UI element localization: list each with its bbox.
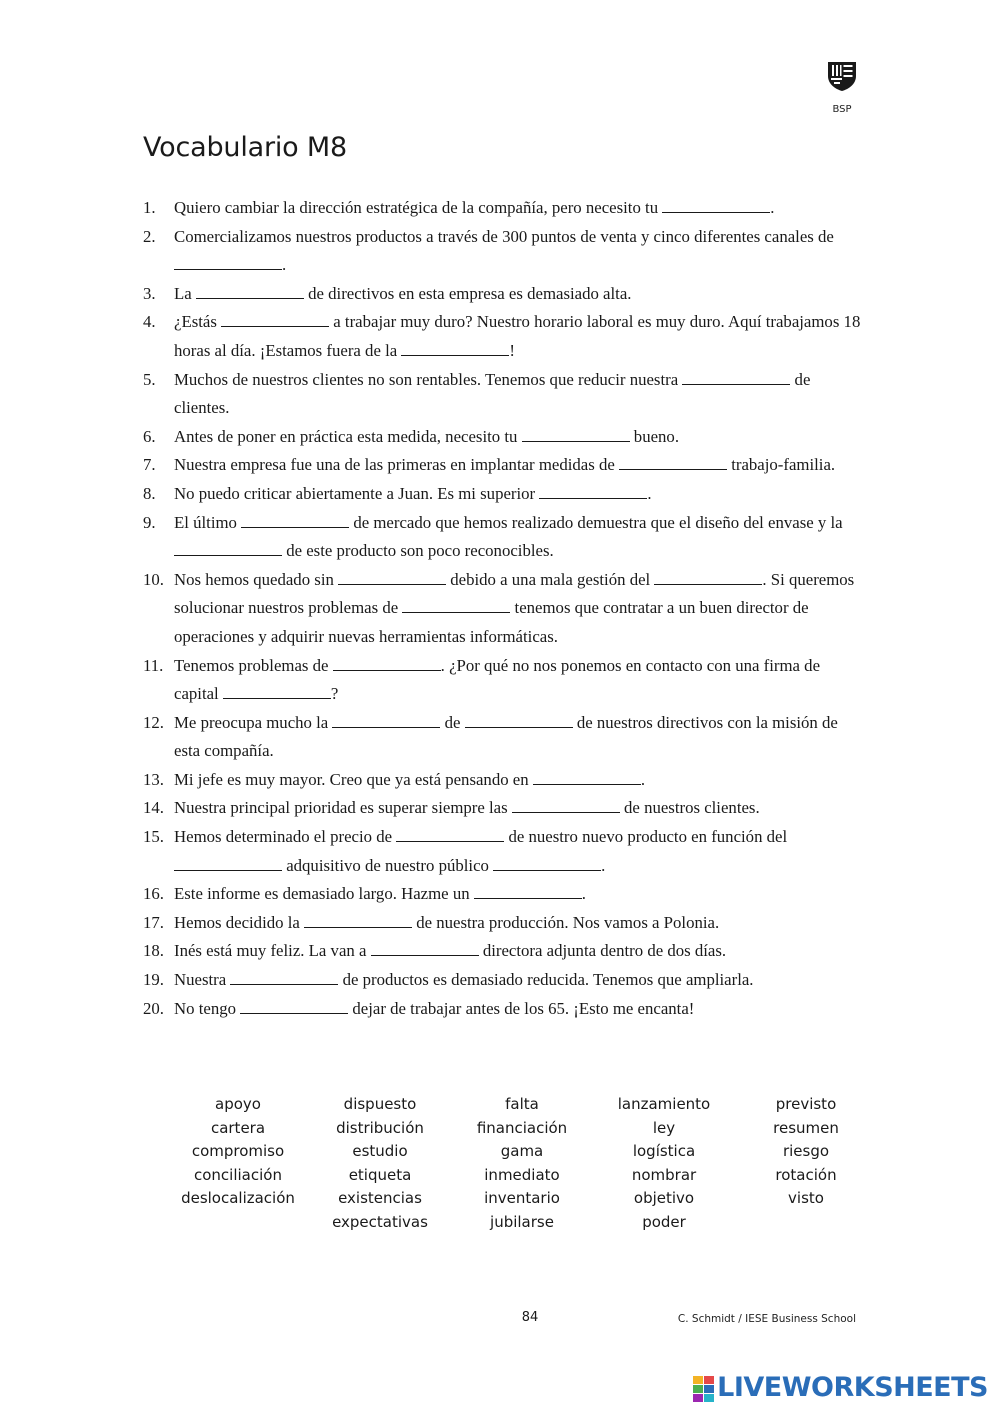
question-text: ? [330,684,339,704]
answer-blank[interactable] [221,312,329,327]
question-number: 5. [143,369,156,389]
question-number: 18. [143,941,164,961]
question-item [143,794,863,823]
question-text: . [601,855,606,875]
answer-blank[interactable] [533,770,641,785]
word-bank-column [167,1093,309,1234]
liveworksheets-text: LIVEWORKSHEETS [717,1372,988,1403]
question-text: Inés está muy feliz. La van a [174,941,371,961]
word-bank-word: dispuesto [343,1095,417,1113]
question-number: 12. [143,712,164,732]
question-text: Quiero cambiar la dirección estratégica de la compañía, pero necesito tu [174,198,663,217]
word-bank-word: lanzamiento [617,1095,711,1113]
question-text: No tengo [174,998,241,1018]
answer-blank[interactable] [512,798,620,813]
question-item [143,937,863,966]
answer-blank[interactable] [196,284,304,299]
question-text: adquisitivo de nuestro público [282,855,494,875]
word-bank-column [735,1093,877,1234]
word-bank-word: gama [500,1142,544,1160]
word-bank-word: riesgo [782,1142,830,1160]
answer-blank[interactable] [338,570,446,585]
word-bank-word: falta [505,1095,539,1113]
question-text: . [581,884,586,904]
question-text: debido a una mala gestión del [446,569,655,589]
question-item [143,880,863,909]
question-text: Tenemos problemas de [174,655,333,675]
answer-blank[interactable] [619,455,727,470]
word-bank-word: nombrar [631,1165,697,1184]
word-bank-column [593,1093,735,1234]
word-bank-word: apoyo [215,1095,261,1113]
answer-blank[interactable] [371,941,479,956]
word-bank-word: objetivo [633,1189,695,1207]
answer-blank[interactable] [174,255,282,270]
question-text: No puedo criticar abiertamente a Juan. Es mi superior [174,483,540,503]
question-item [143,823,863,880]
question-text: Antes de poner en práctica esta medida, necesito tu [174,426,522,446]
question-text: Hemos determinado el precio de [174,827,397,847]
question-number: 15. [143,827,164,847]
answer-blank[interactable] [522,427,630,442]
page-number: 84 [521,1310,539,1325]
answer-blank[interactable] [682,370,790,385]
question-number: 3. [143,283,156,303]
question-text: . [282,255,287,275]
question-number: 8. [143,483,156,503]
answer-blank[interactable] [474,884,582,899]
question-number: 6. [143,426,156,446]
question-item [143,451,863,480]
answer-blank[interactable] [465,713,573,728]
question-text: Hemos decidido la [174,912,305,932]
question-text: de directivos en esta empresa es demasiado alta. [303,283,632,303]
word-bank-column [451,1093,593,1234]
word-bank [167,1093,877,1234]
question-text: La [174,283,196,303]
question-item [143,423,863,452]
question-text: Comercializamos nuestros productos a través de 300 puntos de venta y cinco diferentes canales de [174,226,834,246]
question-item [143,566,863,652]
question-number: 7. [143,455,156,475]
answer-blank[interactable] [539,484,647,499]
word-bank-word: deslocalización [181,1189,295,1207]
word-bank-word: compromiso [191,1142,285,1160]
question-text: de nuestra producción. Nos vamos a Polonia. [412,912,720,932]
answer-blank[interactable] [304,913,412,928]
word-bank-word: expectativas [332,1212,428,1231]
page-title: Vocabulario M8 [143,132,347,163]
answer-blank[interactable] [230,970,338,985]
question-item [143,652,863,709]
answer-blank[interactable] [662,198,770,213]
question-item [143,709,863,766]
question-item [143,995,863,1024]
logo-label: BSP [832,104,852,115]
word-bank-word: ley [652,1118,676,1137]
question-text: ¿Estás [174,312,222,332]
question-text: El último [174,512,242,532]
question-text: a trabajar muy duro? Nuestro horario laboral es muy duro. Aquí trabajamos 18 horas al día. ¡Estamos fuera de la [174,312,861,360]
question-text: de este producto son poco reconocibles. [282,541,554,561]
word-bank-word: visto [788,1189,824,1207]
word-bank-word: financiación [476,1118,568,1137]
word-bank-word: cartera [210,1118,266,1137]
question-text: . [770,198,775,217]
question-text: Nuestra principal prioridad es superar siempre las [174,798,512,818]
word-bank-column [309,1093,451,1234]
question-text: dejar de trabajar antes de los 65. ¡Esto me encanta! [348,998,695,1018]
word-bank-word: resumen [773,1118,839,1137]
word-bank-word: existencias [338,1189,422,1207]
question-text: . ¿Por qué no nos ponemos en contacto con una firma de capital [174,655,821,704]
answer-blank[interactable] [332,713,440,728]
question-text: bueno. [629,426,680,446]
answer-blank[interactable] [241,513,349,528]
question-text: . [647,483,652,503]
question-number: 16. [143,884,164,904]
word-bank-word: poder [642,1212,686,1231]
footer-credit: C. Schmidt / IESE Business School [677,1313,856,1325]
liveworksheets-icon [693,1376,713,1400]
question-text: de nuestros directivos con la misión de esta compañía. [174,712,838,761]
question-text: de clientes. [174,369,811,418]
question-text: . Si queremos solucionar nuestros problemas de [174,569,855,618]
question-number: 20. [143,998,164,1018]
word-bank-word: previsto [775,1095,837,1113]
question-item [143,308,863,365]
answer-blank[interactable] [396,827,504,842]
question-text: directora adjunta dentro de dos días. [478,941,727,961]
question-number: 4. [143,312,156,332]
question-list [143,194,863,1023]
question-item [143,223,863,280]
word-bank-word: rotación [775,1165,837,1184]
question-text: trabajo-familia. [727,455,836,475]
word-bank-word: etiqueta [348,1165,412,1184]
answer-blank[interactable] [493,856,601,871]
question-item [143,509,863,566]
answer-blank[interactable] [333,656,441,671]
question-text: Nuestra empresa fue una de las primeras en implantar medidas de [174,455,619,475]
question-text: . [640,769,646,789]
question-item [143,909,863,938]
question-text: Nos hemos quedado sin [174,569,339,589]
word-bank-word: inmediato [484,1165,560,1184]
question-text: de mercado que hemos realizado demuestra que el diseño del envase y la [349,512,843,532]
question-text: de productos es demasiado reducida. Tenemos que ampliarla. [338,970,754,990]
answer-blank[interactable] [174,541,282,556]
question-text: de nuestros clientes. [619,798,760,818]
answer-blank[interactable] [223,684,331,699]
question-number: 2. [143,226,156,246]
question-item [143,194,863,223]
word-bank-word: conciliación [194,1165,282,1184]
answer-blank[interactable] [240,999,348,1014]
question-number: 10. [143,569,164,589]
word-bank-word: logística [632,1142,696,1160]
word-bank-word: inventario [484,1189,560,1207]
answer-blank[interactable] [402,598,510,613]
question-text: Este informe es demasiado largo. Hazme un [174,884,474,904]
word-bank-word: distribución [336,1118,424,1137]
answer-blank[interactable] [174,856,282,871]
question-item [143,766,863,795]
question-item [143,280,863,309]
question-number: 11. [143,655,164,675]
question-number: 19. [143,970,164,990]
question-item [143,966,863,995]
question-item [143,480,863,509]
question-text: de nuestro nuevo producto en función del [504,827,788,847]
question-text: Me preocupa mucho la [174,712,333,732]
question-number: 13. [143,769,164,789]
word-bank-word: jubilarse [490,1212,554,1231]
liveworksheets-watermark [693,1372,988,1403]
question-text: Mi jefe es muy mayor. Creo que ya está pensando en [174,769,533,789]
question-text: tenemos que contratar a un buen director de operaciones y adquirir nuevas herramientas informáticas. [174,598,809,646]
bsp-logo-icon [826,60,858,92]
question-number: 1. [143,198,156,217]
question-number: 9. [143,512,156,532]
question-item [143,366,863,423]
question-text: ! [509,340,515,360]
answer-blank[interactable] [654,570,762,585]
question-number: 14. [143,798,164,818]
question-number: 17. [143,912,164,932]
question-text: de [440,712,465,732]
answer-blank[interactable] [401,341,509,356]
question-text: Muchos de nuestros clientes no son rentables. Tenemos que reducir nuestra [174,369,683,389]
word-bank-word: estudio [352,1142,408,1160]
question-text: Nuestra [174,970,231,990]
